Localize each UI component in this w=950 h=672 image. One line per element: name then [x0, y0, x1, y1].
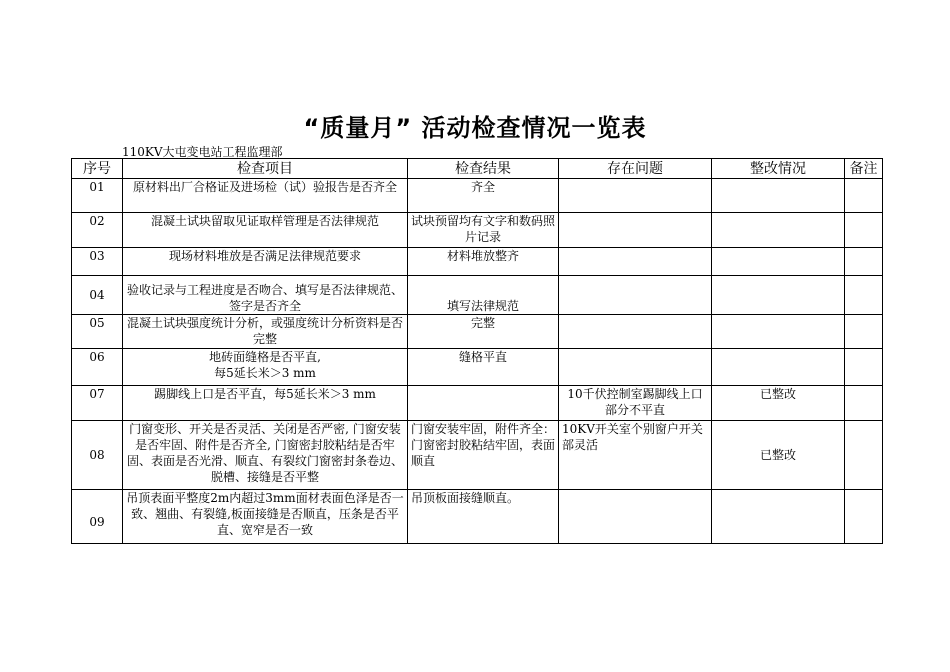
cell-result: 填写法律规范	[408, 276, 559, 315]
cell-rectify	[712, 213, 845, 248]
cell-note	[845, 276, 883, 315]
cell-item: 现场材料堆放是否满足法律规范要求	[123, 248, 408, 276]
cell-note	[845, 179, 883, 213]
cell-item: 混凝土试块强度统计分析，或强度统计分析资料是否完整	[123, 315, 408, 349]
cell-result: 门窗安装牢固，附件齐全：门窗密封胶粘结牢固，表面顺直	[408, 421, 559, 490]
cell-problem	[559, 276, 712, 315]
cell-rectify	[712, 315, 845, 349]
table-row	[72, 248, 883, 276]
table-row	[72, 213, 883, 248]
cell-item: 吊顶表面平整度2m内超过3mm面材表面色泽是否一致、翘曲、有裂缝,板面接缝是否顺直，压条是否平直、宽窄是否一致	[123, 490, 408, 544]
cell-no: 08	[72, 421, 123, 490]
cell-no: 06	[72, 349, 123, 386]
cell-item-line: 每5延长米＞3 mm	[214, 366, 316, 380]
header-no: 序号	[72, 159, 123, 179]
cell-note	[845, 490, 883, 544]
cell-result: 完整	[408, 315, 559, 349]
table-row	[72, 315, 883, 349]
cell-item: 门窗变形、开关是否灵活、关闭是否严密, 门窗安装是否牢固、附件是否齐全, 门窗密封胶粘结是否牢固、表面是否光滑、顺直、有裂纹门窗密封条卷边、脱槽、接缝是否平整	[123, 421, 408, 490]
table-row	[72, 421, 883, 490]
table-row	[72, 349, 883, 386]
cell-rectify	[712, 248, 845, 276]
cell-no: 03	[72, 248, 123, 276]
cell-rectify	[712, 179, 845, 213]
header-result: 检查结果	[408, 159, 559, 179]
header-note: 备注	[845, 159, 883, 179]
inspection-table	[71, 158, 883, 544]
header-item: 检查项目	[123, 159, 408, 179]
cell-problem	[559, 490, 712, 544]
table-row	[72, 386, 883, 421]
cell-result: 缝格平直	[408, 349, 559, 386]
table-header-row	[72, 159, 883, 179]
table-row	[72, 179, 883, 213]
cell-note	[845, 248, 883, 276]
cell-result: 齐全	[408, 179, 559, 213]
cell-no: 01	[72, 179, 123, 213]
cell-problem: 10千伏控制室踢脚线上口部分不平直	[559, 386, 712, 421]
cell-result: 材料堆放整齐	[408, 248, 559, 276]
cell-problem: 10KV开关室个别窗户开关部灵活	[559, 421, 712, 490]
cell-no: 05	[72, 315, 123, 349]
cell-rectify	[712, 490, 845, 544]
cell-problem	[559, 179, 712, 213]
document-title: “质量月” 活动检查情况一览表	[303, 114, 647, 142]
table-row	[72, 490, 883, 544]
cell-no: 04	[72, 276, 123, 315]
cell-no: 09	[72, 490, 123, 544]
table-row	[72, 276, 883, 315]
cell-note	[845, 421, 883, 490]
cell-item: 原材料出厂合格证及进场检（试）验报告是否齐全	[123, 179, 408, 213]
cell-item	[123, 349, 408, 386]
cell-rectify: 已整改	[712, 421, 845, 490]
cell-problem	[559, 315, 712, 349]
cell-note	[845, 315, 883, 349]
cell-result: 吊顶板面接缝顺直。	[408, 490, 559, 544]
cell-item: 验收记录与工程进度是否吻合、填写是否法律规范、签字是否齐全	[123, 276, 408, 315]
cell-note	[845, 386, 883, 421]
cell-rectify: 已整改	[712, 386, 845, 421]
document-subtitle: 110KV大屯变电站工程监理部	[122, 145, 283, 159]
cell-item: 混凝土试块留取见证取样管理是否法律规范	[123, 213, 408, 248]
cell-problem	[559, 349, 712, 386]
cell-item-line: 地砖面缝格是否平直,	[209, 350, 321, 364]
cell-rectify	[712, 276, 845, 315]
cell-item: 踢脚线上口是否平直，每5延长米＞3 mm	[123, 386, 408, 421]
cell-note	[845, 213, 883, 248]
cell-rectify	[712, 349, 845, 386]
header-rectify: 整改情况	[712, 159, 845, 179]
cell-problem	[559, 248, 712, 276]
cell-result	[408, 386, 559, 421]
cell-result: 试块预留均有文字和数码照片记录	[408, 213, 559, 248]
cell-note	[845, 349, 883, 386]
cell-problem	[559, 213, 712, 248]
cell-no: 02	[72, 213, 123, 248]
cell-no: 07	[72, 386, 123, 421]
header-problem: 存在问题	[559, 159, 712, 179]
